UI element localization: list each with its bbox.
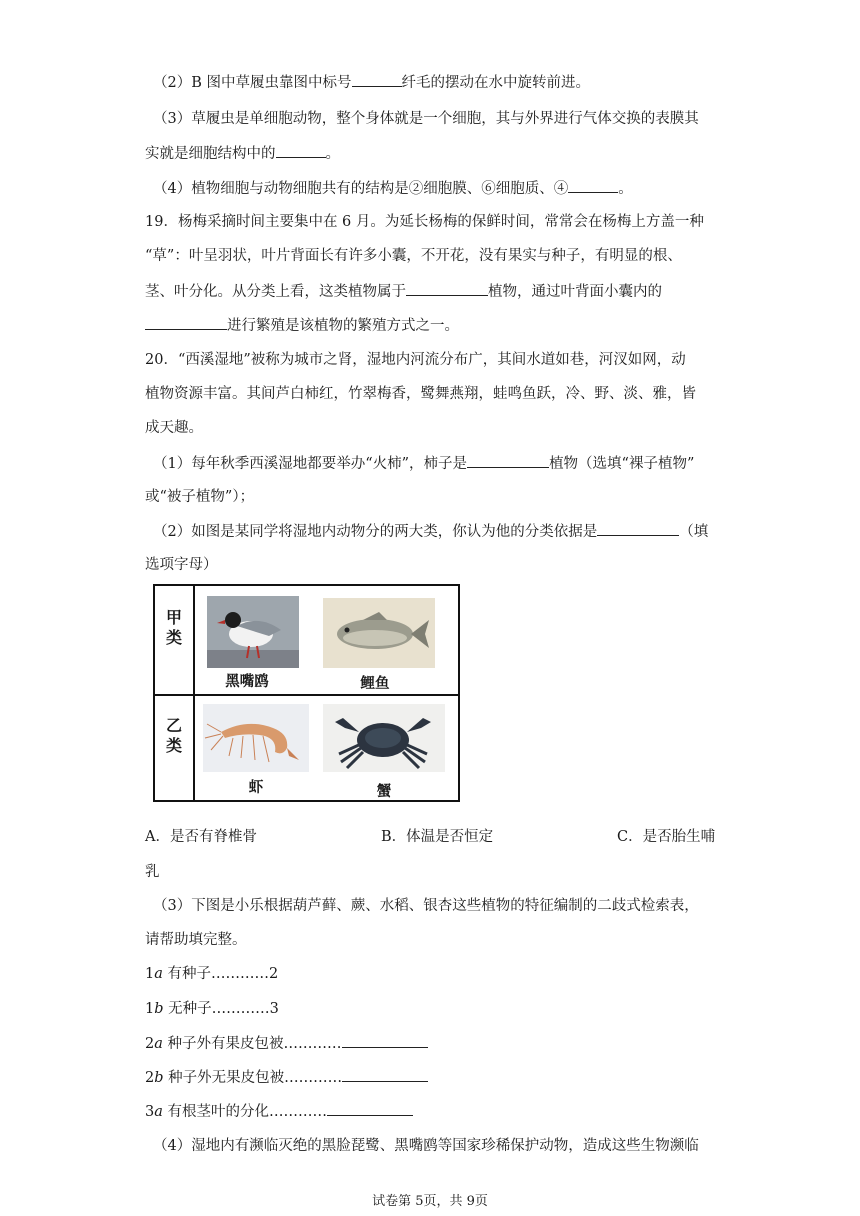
q20-line3: 成天趣。	[145, 420, 203, 436]
key-text: 有种子…………2	[162, 966, 279, 982]
answer-blank[interactable]	[342, 1033, 428, 1048]
q20-line2: 植物资源丰富。其间芦白柿红，竹翠梅香，鹭舞燕翔，蛙鸣鱼跃，冷、野、淡、雅，皆	[145, 386, 696, 402]
animal-name: 蟹	[376, 784, 392, 800]
q20-part1-line2: 或“被子植物”）；	[145, 489, 255, 505]
animal-name: 鲤鱼	[360, 676, 390, 692]
q20-part2-line1	[153, 521, 708, 542]
key-text: 有根茎叶的分化…………	[162, 1104, 327, 1120]
key-letter: a	[154, 966, 163, 982]
animal-classification-figure	[153, 584, 460, 802]
answer-blank[interactable]	[327, 1101, 413, 1116]
q18-part3-line2	[145, 143, 340, 164]
key-num: 2	[145, 1070, 155, 1086]
carp-photo-icon	[323, 598, 435, 668]
key-letter: b	[154, 1001, 164, 1017]
figure-column-divider	[193, 586, 195, 800]
key-item-2a	[145, 1033, 428, 1054]
q18-part4-period: 。	[618, 181, 633, 197]
animal-shrimp	[203, 704, 309, 798]
row-label-jia-text: 甲类	[165, 608, 182, 647]
page-footer: 试卷第 5页，共 9页	[372, 1194, 488, 1209]
animal-name: 虾	[248, 780, 264, 796]
answer-blank[interactable]	[352, 72, 402, 87]
key-num: 3	[145, 1104, 155, 1120]
q20-part1-text: （1）每年秋季西溪湿地都要举办“火柿”，柿子是	[153, 456, 468, 472]
key-letter: a	[154, 1104, 163, 1120]
key-text: 种子外无果皮包被…………	[163, 1070, 343, 1086]
q20-part3-line2: 请帮助填完整。	[145, 932, 247, 948]
q20-part3-line1: （3）下图是小乐根据葫芦藓、蕨、水稻、银杏这些植物的特征编制的二歧式检索表，	[153, 898, 699, 914]
q20-part1-text-end: 植物（选填“裸子植物”	[549, 456, 695, 472]
option-a[interactable]: A．是否有脊椎骨	[145, 829, 257, 845]
q20-line1: 20．“西溪湿地”被称为城市之肾，湿地内河流分布广，其间水道如巷，河汊如网，动	[145, 352, 686, 368]
answer-blank[interactable]	[568, 178, 618, 193]
key-text: 无种子…………3	[163, 1001, 279, 1017]
key-item-3a	[145, 1101, 413, 1122]
key-num: 1	[145, 1001, 155, 1017]
q20-part4-line: （4）湿地内有濒临灭绝的黑脸琵鹭、黑嘴鸥等国家珍稀保护动物，造成这些生物濒临	[153, 1138, 699, 1154]
option-c[interactable]: C．是否胎生哺	[617, 829, 716, 845]
row-label-jia	[155, 608, 193, 648]
answer-blank[interactable]	[276, 143, 326, 158]
animal-carp	[323, 598, 435, 692]
q19-line2: “草”：叶呈羽状，叶片背面长有许多小囊，不开花，没有果实与种子，有明显的根、	[145, 248, 682, 264]
q20-part1-line1	[153, 453, 694, 474]
key-item-1b	[145, 999, 279, 1019]
key-letter: b	[154, 1070, 164, 1086]
q20-part2-line2: 选项字母）	[145, 557, 218, 573]
key-num: 2	[145, 1036, 155, 1052]
q20-part2-text: （2）如图是某同学将湿地内动物分的两大类，你认为他的分类依据是	[153, 524, 598, 540]
q18-part4-text: （4）植物细胞与动物细胞共有的结构是②细胞膜、⑥细胞质、④	[153, 181, 569, 197]
q19-line4	[145, 315, 459, 336]
q18-part2-text-end: 纤毛的摆动在水中旋转前进。	[401, 75, 590, 91]
key-text: 种子外有果皮包被…………	[162, 1036, 342, 1052]
q18-part4-line	[153, 178, 633, 199]
gull-photo-icon	[207, 596, 299, 668]
key-num: 1	[145, 966, 155, 982]
animal-crab	[323, 704, 445, 798]
answer-blank[interactable]	[342, 1067, 428, 1082]
q19-line4-text: 进行繁殖是该植物的繁殖方式之一。	[227, 318, 459, 334]
answer-blank[interactable]	[145, 315, 227, 330]
answer-blank[interactable]	[597, 521, 679, 536]
row-label-yi-text: 乙类	[165, 716, 182, 755]
q18-part2-line	[153, 72, 590, 93]
key-item-2b	[145, 1067, 428, 1088]
q18-part3-period: 。	[325, 146, 340, 162]
q19-line3-text-end: 植物，通过叶背面小囊内的	[488, 284, 662, 300]
shrimp-photo-icon	[203, 704, 309, 772]
figure-row-divider	[155, 694, 458, 696]
animal-gull	[207, 596, 299, 690]
answer-blank[interactable]	[406, 281, 488, 296]
crab-photo-icon	[323, 704, 445, 772]
q18-part3-line1: （3）草履虫是单细胞动物，整个身体就是一个细胞，其与外界进行气体交换的表膜其	[153, 111, 699, 127]
option-c-continued: 乳	[145, 864, 160, 880]
animal-name: 黑嘴鸥	[225, 674, 269, 690]
key-letter: a	[154, 1036, 163, 1052]
q19-line1: 19．杨梅采摘时间主要集中在 6 月。为延长杨梅的保鲜时间，常常会在杨梅上方盖一种	[145, 214, 704, 230]
q18-part2-text: （2）B 图中草履虫靠图中标号	[153, 75, 352, 91]
q20-part2-text-end: （填	[679, 524, 709, 540]
q18-part3-text: 实就是细胞结构中的	[145, 146, 276, 162]
q19-line3	[145, 281, 662, 302]
option-b[interactable]: B．体温是否恒定	[381, 829, 494, 845]
key-item-1a	[145, 964, 278, 984]
q19-line3-text: 茎、叶分化。从分类上看，这类植物属于	[145, 284, 406, 300]
answer-blank[interactable]	[467, 453, 549, 468]
row-label-yi	[155, 716, 193, 756]
